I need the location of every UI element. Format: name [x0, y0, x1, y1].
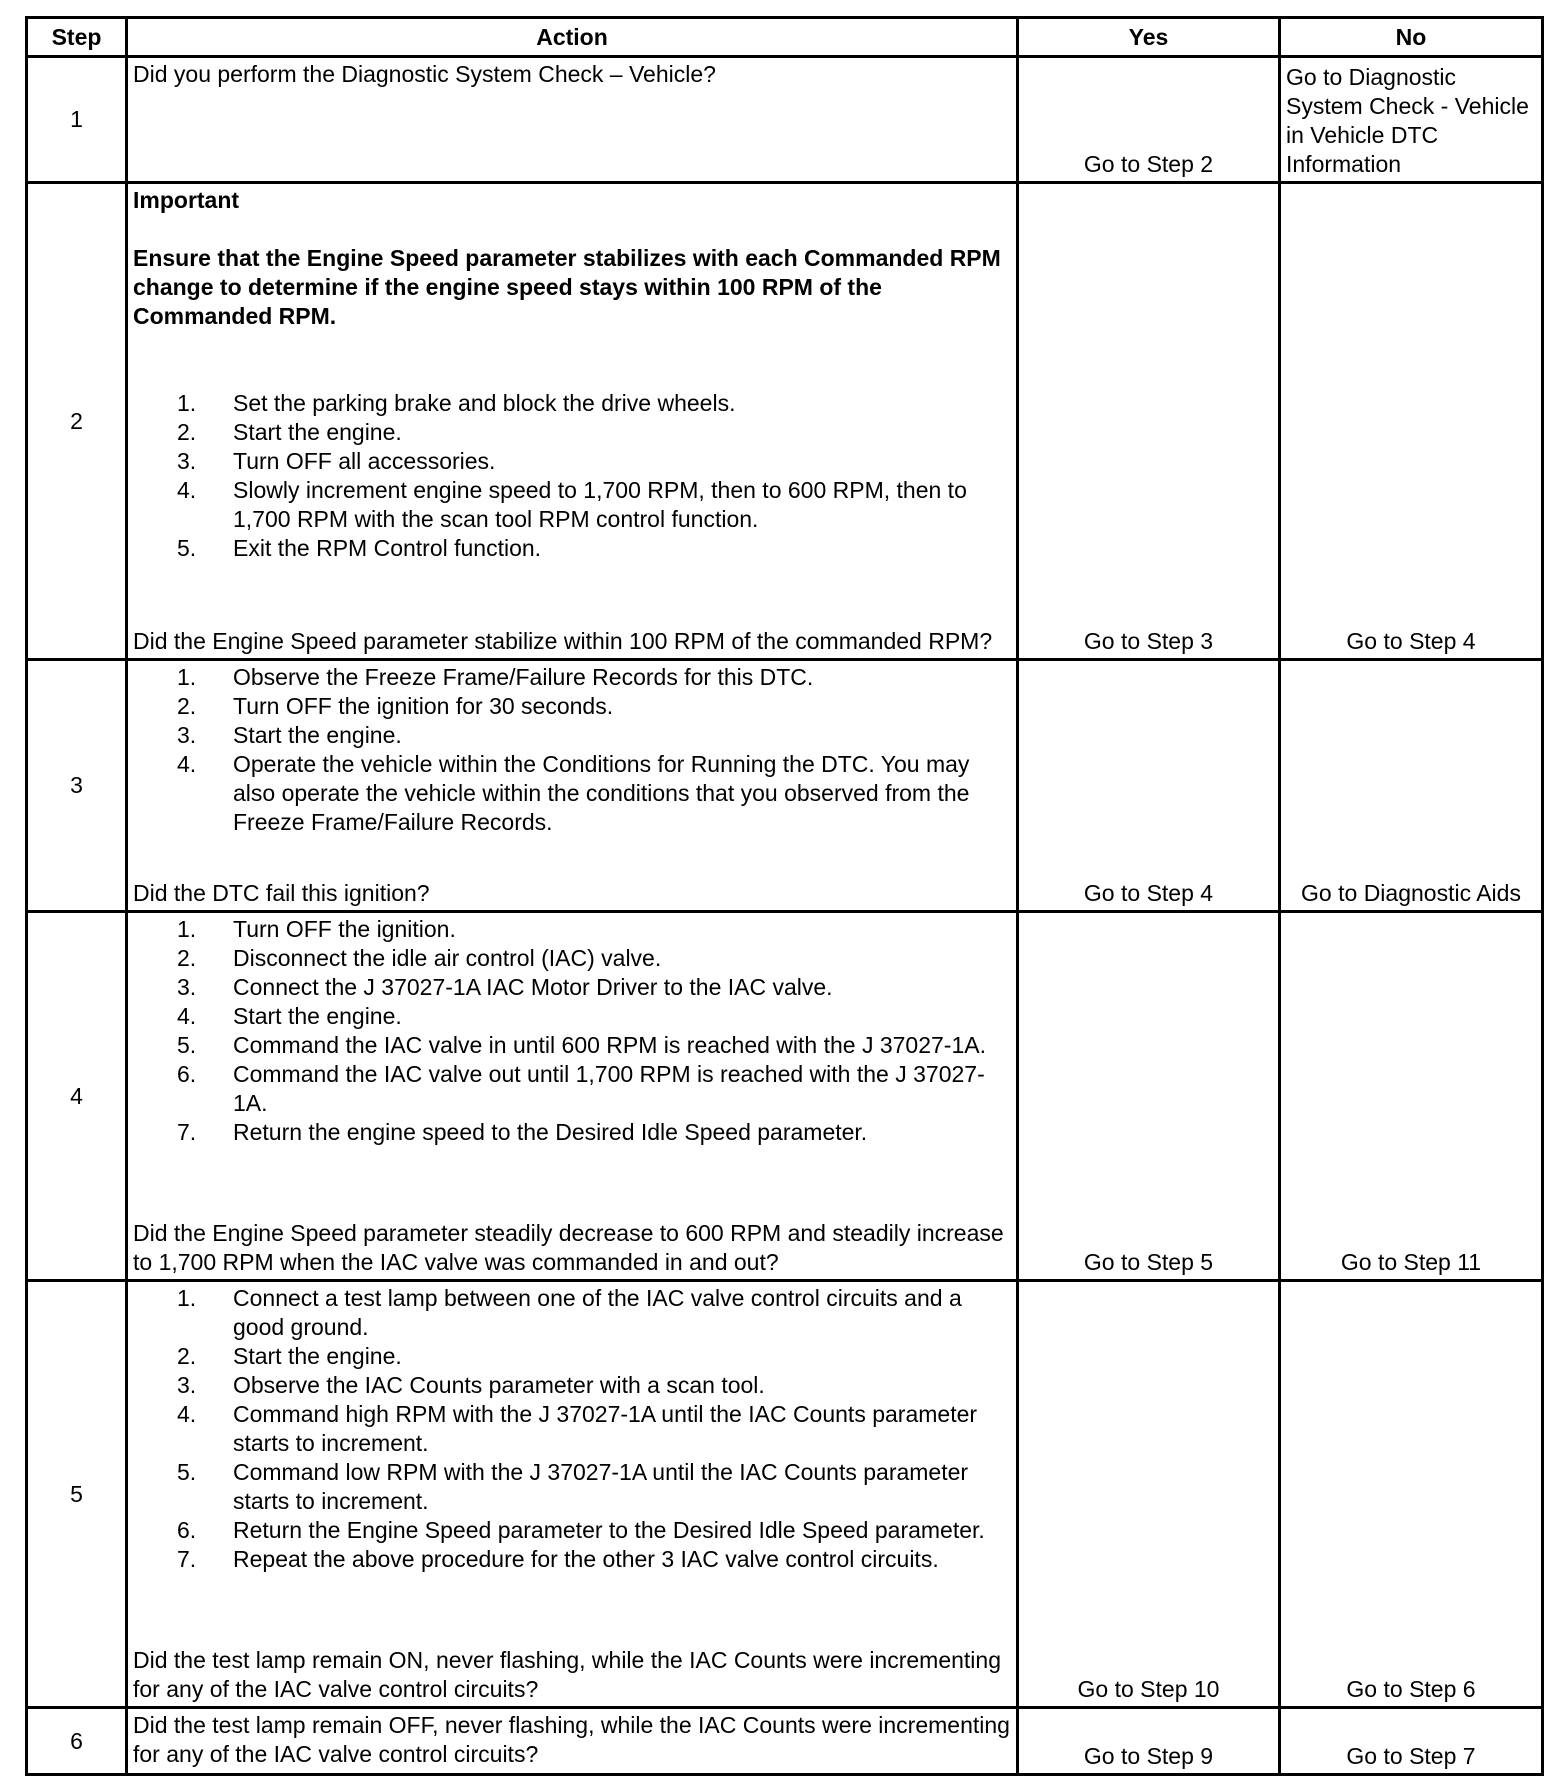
steps-list [133, 663, 1011, 837]
list-item: 1. Observe the Freeze Frame/Failure Records for this DTC. [177, 664, 814, 690]
no-cell: Go to Step 6 [1280, 1281, 1543, 1708]
table-row [27, 912, 1543, 1281]
list-item: 3. Start the engine. [177, 722, 402, 748]
yes-cell: Go to Step 4 [1018, 660, 1280, 912]
step-number: 1 [27, 57, 127, 183]
list-item-text: Command high RPM with the J 37027-1A until the IAC Counts parameter starts to increment. [233, 1401, 978, 1456]
list-item-text: Command low RPM with the J 37027-1A until the IAC Counts parameter starts to increment. [233, 1459, 969, 1514]
no-cell: Go to Diagnostic Aids [1280, 660, 1543, 912]
question: Did the Engine Speed parameter stabilize within 100 RPM of the commanded RPM? [133, 628, 993, 654]
steps-list [133, 1284, 1011, 1574]
list-item: 4. Slowly increment engine speed to 1,700 RPM, then to 600 RPM, then to 1,700 RPM with the scan tool RPM control function. [133, 476, 1011, 534]
list-item-text: Return the engine speed to the Desired Idle Speed parameter. [233, 1119, 868, 1145]
yes-cell: Go to Step 10 [1018, 1281, 1280, 1708]
no-cell: Go to Step 11 [1280, 912, 1543, 1281]
list-item: 2. Start the engine. [177, 419, 402, 445]
list-item-text: Disconnect the idle air control (IAC) valve. [233, 945, 662, 971]
list-item-text: Connect a test lamp between one of the IAC valve control circuits and a good ground. [233, 1285, 962, 1340]
list-item-text: Observe the Freeze Frame/Failure Records for this DTC. [233, 664, 814, 690]
list-item: 4. Command high RPM with the J 37027-1A until the IAC Counts parameter starts to increment. [133, 1400, 1011, 1458]
list-item-text: Start the engine. [233, 1003, 402, 1029]
table-row [27, 660, 1543, 912]
header-step: Step [27, 18, 127, 57]
list-item: 5. Command low RPM with the J 37027-1A until the IAC Counts parameter starts to increment. [133, 1458, 1011, 1516]
list-item: 2. Disconnect the idle air control (IAC) valve. [177, 945, 662, 971]
yes-cell: Go to Step 9 [1018, 1708, 1280, 1775]
list-item-text: Connect the J 37027-1A IAC Motor Driver to the IAC valve. [233, 974, 833, 1000]
list-item: 6. Return the Engine Speed parameter to the Desired Idle Speed parameter. [177, 1517, 985, 1543]
header-row [27, 18, 1543, 57]
list-item: 4. Start the engine. [177, 1003, 402, 1029]
list-item-text: Start the engine. [233, 722, 402, 748]
steps-list [133, 389, 1011, 563]
list-item-text: Start the engine. [233, 419, 402, 445]
list-item-text: Turn OFF the ignition for 30 seconds. [233, 693, 614, 719]
list-item: 1. Set the parking brake and block the drive wheels. [177, 390, 736, 416]
list-item-text: Exit the RPM Control function. [233, 535, 542, 561]
step-number: 2 [27, 183, 127, 660]
list-item-text: Return the Engine Speed parameter to the Desired Idle Speed parameter. [233, 1517, 985, 1543]
list-item-text: Command the IAC valve out until 1,700 RPM is reached with the J 37027-1A. [233, 1061, 985, 1116]
no-cell: Go to Step 4 [1280, 183, 1543, 660]
list-item: 5. Exit the RPM Control function. [177, 535, 542, 561]
yes-cell: Go to Step 5 [1018, 912, 1280, 1281]
list-item-text: Turn OFF all accessories. [233, 448, 496, 474]
list-item: 7. Repeat the above procedure for the other 3 IAC valve control circuits. [177, 1546, 939, 1572]
action-cell [127, 1708, 1018, 1775]
list-item: 1. Turn OFF the ignition. [177, 916, 456, 942]
action-cell [127, 912, 1018, 1281]
header-yes: Yes [1018, 18, 1280, 57]
important-label: Important [133, 187, 240, 213]
header-action: Action [127, 18, 1018, 57]
question: Did you perform the Diagnostic System Check – Vehicle? [133, 61, 716, 87]
yes-cell: Go to Step 3 [1018, 183, 1280, 660]
table-row [27, 1708, 1543, 1775]
step-number: 6 [27, 1708, 127, 1775]
list-item-text: Set the parking brake and block the drive wheels. [233, 390, 736, 416]
table-row [27, 1281, 1543, 1708]
yes-cell: Go to Step 2 [1018, 57, 1280, 183]
list-item: 1. Connect a test lamp between one of the IAC valve control circuits and a good ground. [133, 1284, 1011, 1342]
list-item: 6. Command the IAC valve out until 1,700 RPM is reached with the J 37027-1A. [133, 1060, 1011, 1118]
list-item-text: Operate the vehicle within the Conditions for Running the DTC. You may also operate the vehicle within the conditions that you observed from the Freeze Frame/Failure Records. [233, 751, 970, 835]
list-item: 7. Return the engine speed to the Desired Idle Speed parameter. [177, 1119, 868, 1145]
action-cell [127, 183, 1018, 660]
list-item-text: Slowly increment engine speed to 1,700 RPM, then to 600 RPM, then to 1,700 RPM with the scan tool RPM control function. [233, 477, 967, 532]
list-item: 3. Observe the IAC Counts parameter with a scan tool. [177, 1372, 765, 1398]
step-number: 4 [27, 912, 127, 1281]
list-item: 4. Operate the vehicle within the Conditions for Running the DTC. You may also operate the vehicle within the conditions that you observed from the Freeze Frame/Failure Records. [133, 750, 1011, 837]
table-row [27, 183, 1543, 660]
list-item-text: Start the engine. [233, 1343, 402, 1369]
list-item-text: Observe the IAC Counts parameter with a scan tool. [233, 1372, 765, 1398]
table-row [27, 57, 1543, 183]
steps-list [133, 915, 1011, 1147]
step-number: 5 [27, 1281, 127, 1708]
important-text: Ensure that the Engine Speed parameter stabilizes with each Commanded RPM change to determine if the engine speed stays within 100 RPM of the Commanded RPM. [133, 245, 1001, 329]
list-item: 3. Turn OFF all accessories. [177, 448, 496, 474]
step-number: 3 [27, 660, 127, 912]
diagnostic-table [25, 16, 1544, 1776]
list-item: 2. Start the engine. [177, 1343, 402, 1369]
header-no: No [1280, 18, 1543, 57]
action-cell [127, 1281, 1018, 1708]
question: Did the test lamp remain ON, never flashing, while the IAC Counts were incrementing for any of the IAC valve control circuits? [133, 1647, 1002, 1702]
no-cell: Go to Diagnostic System Check - Vehicle in Vehicle DTC Information [1280, 57, 1543, 183]
list-item-text: Turn OFF the ignition. [233, 916, 456, 942]
list-item: 3. Connect the J 37027-1A IAC Motor Driver to the IAC valve. [177, 974, 833, 1000]
list-item: 5. Command the IAC valve in until 600 RPM is reached with the J 37027-1A. [177, 1032, 986, 1058]
question: Did the Engine Speed parameter steadily decrease to 600 RPM and steadily increase to 1,700 RPM when the IAC valve was commanded in and out? [133, 1220, 1004, 1275]
list-item-text: Repeat the above procedure for the other 3 IAC valve control circuits. [233, 1546, 939, 1572]
no-cell: Go to Step 7 [1280, 1708, 1543, 1775]
question: Did the test lamp remain OFF, never flashing, while the IAC Counts were incrementing for any of the IAC valve control circuits? [133, 1712, 1010, 1767]
question: Did the DTC fail this ignition? [133, 880, 430, 906]
list-item: 2. Turn OFF the ignition for 30 seconds. [177, 693, 614, 719]
action-cell [127, 660, 1018, 912]
list-item-text: Command the IAC valve in until 600 RPM is reached with the J 37027-1A. [233, 1032, 986, 1058]
action-cell [127, 57, 1018, 183]
